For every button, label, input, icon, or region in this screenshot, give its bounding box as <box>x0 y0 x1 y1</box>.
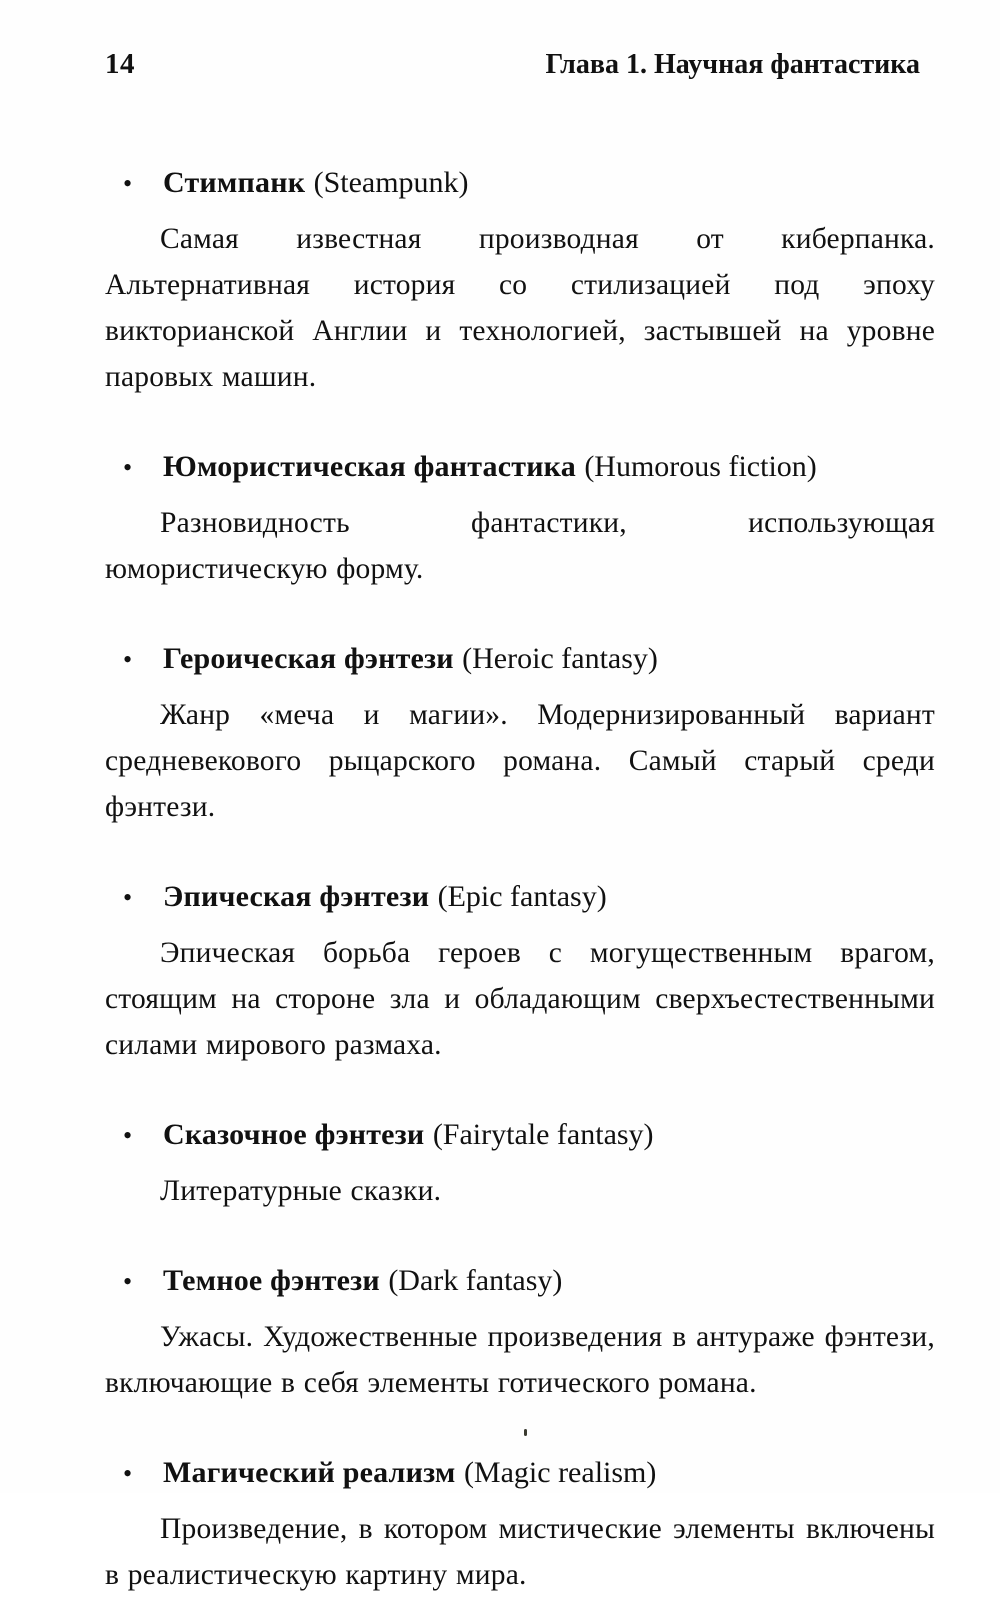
entry-english-name: (Dark fantasy) <box>388 1264 563 1297</box>
genre-entry <box>105 1453 935 1598</box>
entry-description: Самая известная производная от киберпанка. Альтернативная история со стилизацией под эпоху викторианской Англии и технологией, застывшей на уровне паровых машин. <box>105 223 935 393</box>
entry-title-text <box>163 447 817 487</box>
chapter-header: Глава 1. Научная фантастика <box>545 49 920 80</box>
genre-list <box>105 163 935 1598</box>
entry-title-text <box>163 639 658 679</box>
entry-english-name: (Humorous fiction) <box>584 450 817 483</box>
entry-title-text <box>163 1261 562 1301</box>
entry-term: Юмористическая фантастика <box>163 450 576 483</box>
entry-term: Героическая фэнтези <box>163 642 454 675</box>
entry-description: Произведение, в котором мистические элементы включены в реалистическую картину мира. <box>105 1513 935 1591</box>
genre-entry <box>105 163 935 400</box>
entry-title-text <box>163 163 469 203</box>
entry-description: Жанр «меча и магии». Модернизированный вариант средневекового рыцарского романа. Самый старый среди фэнтези. <box>105 699 935 823</box>
genre-entry <box>105 447 935 592</box>
entry-title <box>105 639 935 680</box>
entry-english-name: (Steampunk) <box>313 166 469 199</box>
entry-title <box>105 1261 935 1302</box>
entry-description: Литературные сказки. <box>160 1175 442 1207</box>
entry-term: Темное фэнтези <box>163 1264 380 1297</box>
entry-title <box>105 163 935 204</box>
entry-title <box>105 1115 935 1156</box>
entry-description: Ужасы. Художественные произведения в антураже фэнтези, включающие в себя элементы готического романа. <box>105 1321 935 1399</box>
bullet-icon: • <box>123 645 133 674</box>
bullet-icon: • <box>123 1121 133 1150</box>
bullet-icon: • <box>123 1267 133 1296</box>
page-number: 14 <box>105 48 135 80</box>
bullet-icon: • <box>123 453 133 482</box>
entry-title <box>105 1453 935 1494</box>
entry-term: Сказочное фэнтези <box>163 1118 425 1151</box>
entry-english-name: (Magic realism) <box>463 1456 657 1489</box>
entry-title <box>105 447 935 488</box>
entry-title-text <box>163 1453 656 1493</box>
bullet-icon: • <box>123 169 133 198</box>
genre-entry <box>105 877 935 1068</box>
entry-description: Эпическая борьба героев с могущественным врагом, стоящим на стороне зла и обладающим сверхъестественными силами мирового размаха. <box>105 937 935 1061</box>
genre-entry <box>105 1261 935 1406</box>
entry-english-name: (Heroic fantasy) <box>462 642 658 675</box>
entry-term: Эпическая фэнтези <box>163 880 430 913</box>
genre-entry <box>105 1115 935 1214</box>
genre-entry <box>105 639 935 830</box>
entry-title <box>105 877 935 918</box>
entry-term: Магический реализм <box>163 1456 456 1489</box>
scan-artifact-dot <box>524 1429 527 1436</box>
entry-title-text <box>163 877 607 917</box>
entry-term: Стимпанк <box>163 166 306 199</box>
bullet-icon: • <box>123 1459 133 1488</box>
entry-english-name: (Fairytale fantasy) <box>432 1118 654 1151</box>
entry-english-name: (Epic fantasy) <box>437 880 607 913</box>
bullet-icon: • <box>123 883 133 912</box>
entry-title-text <box>163 1115 654 1155</box>
entry-description: Разновидность фантастики, использующая юмористическую форму. <box>105 507 935 585</box>
page-header <box>105 48 935 81</box>
